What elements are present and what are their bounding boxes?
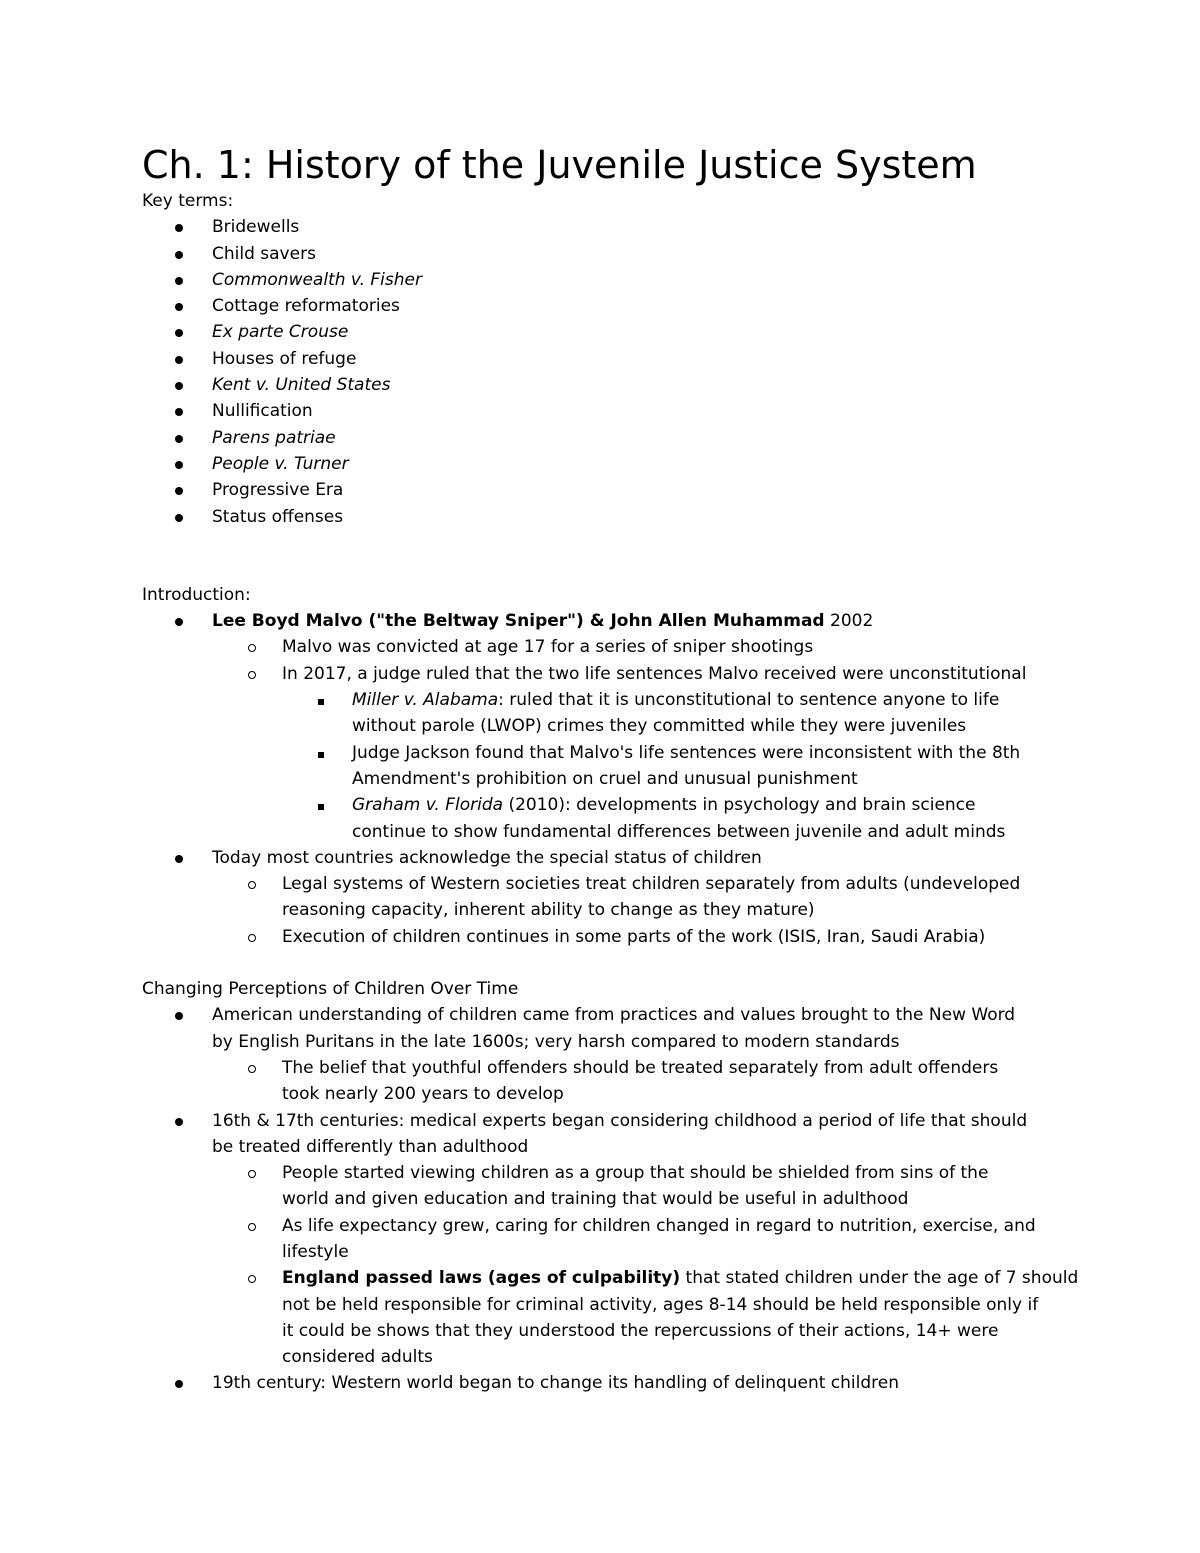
list-item: Graham v. Florida (2010): developments in psychology and brain science continue to show fundamental differences between juvenile and adult minds: [142, 792, 1062, 845]
bullet-disc-icon: [175, 1370, 183, 1396]
list-item: Lee Boyd Malvo ("the Beltway Sniper") & John Allen Muhammad 2002: [142, 608, 1062, 634]
bullet-disc-icon: [175, 346, 183, 372]
list-item: As life expectancy grew, caring for children changed in regard to nutrition, exercise, and lifestyle: [142, 1213, 1062, 1266]
list-item: People v. Turner: [142, 451, 1062, 477]
list-item: Progressive Era: [142, 477, 1062, 503]
bullet-disc-icon: [175, 241, 183, 267]
bullet-disc-icon: [175, 451, 183, 477]
bullet-disc-icon: [175, 1108, 183, 1134]
bullet-square-icon: [318, 740, 324, 766]
list-item: Ex parte Crouse: [142, 319, 1062, 345]
bullet-circle-icon: [248, 1213, 256, 1239]
list-item: Nullification: [142, 398, 1062, 424]
bullet-square-icon: [318, 687, 324, 713]
bullet-disc-icon: [175, 608, 183, 634]
list-item: In 2017, a judge ruled that the two life sentences Malvo received were unconstitutional: [142, 661, 1062, 687]
introduction-heading: Introduction:: [142, 584, 251, 605]
introduction-list: [142, 608, 1062, 950]
list-item: Child savers: [142, 241, 1062, 267]
key-terms-list: [142, 214, 1062, 530]
list-item: Bridewells: [142, 214, 1062, 240]
bullet-circle-icon: [248, 1055, 256, 1081]
bullet-circle-icon: [248, 661, 256, 687]
bullet-circle-icon: [248, 924, 256, 950]
bullet-disc-icon: [175, 425, 183, 451]
list-item: The belief that youthful offenders should be treated separately from adult offenders took nearly 200 years to develop: [142, 1055, 1062, 1108]
bullet-square-icon: [318, 792, 324, 818]
bullet-disc-icon: [175, 398, 183, 424]
bullet-disc-icon: [175, 293, 183, 319]
list-item: Today most countries acknowledge the special status of children: [142, 845, 1062, 871]
list-item: Parens patriae: [142, 425, 1062, 451]
list-item: Judge Jackson found that Malvo's life sentences were inconsistent with the 8th Amendment's prohibition on cruel and unusual punishment: [142, 740, 1062, 793]
list-item: 19th century: Western world began to change its handling of delinquent children: [142, 1370, 1062, 1396]
list-item: Kent v. United States: [142, 372, 1062, 398]
list-item: Miller v. Alabama: ruled that it is unconstitutional to sentence anyone to life without parole (LWOP) crimes they committed while they were juveniles: [142, 687, 1062, 740]
list-item: Execution of children continues in some parts of the work (ISIS, Iran, Saudi Arabia): [142, 924, 1062, 950]
changing-perceptions-heading: Changing Perceptions of Children Over Time: [142, 979, 519, 1000]
bullet-disc-icon: [175, 845, 183, 871]
list-item: Legal systems of Western societies treat children separately from adults (undeveloped reasoning capacity, inherent ability to change as they mature): [142, 871, 1062, 924]
bullet-circle-icon: [248, 1265, 256, 1291]
list-item: Cottage reformatories: [142, 293, 1062, 319]
document-page: [142, 142, 1079, 1397]
bullet-circle-icon: [248, 634, 256, 660]
key-terms-label: Key terms:: [142, 191, 234, 211]
list-item: People started viewing children as a group that should be shielded from sins of the world and given education and training that would be useful in adulthood: [142, 1160, 1062, 1213]
bullet-disc-icon: [175, 372, 183, 398]
list-item: Houses of refuge: [142, 346, 1062, 372]
page-title: Ch. 1: History of the Juvenile Justice System: [142, 143, 977, 187]
list-item: Status offenses: [142, 504, 1062, 530]
bullet-disc-icon: [175, 319, 183, 345]
bullet-circle-icon: [248, 871, 256, 897]
bullet-circle-icon: [248, 1160, 256, 1186]
list-item: Commonwealth v. Fisher: [142, 267, 1062, 293]
bullet-disc-icon: [175, 214, 183, 240]
list-item: 16th & 17th centuries: medical experts began considering childhood a period of life that should be treated differently than adulthood: [142, 1108, 1062, 1161]
list-item: England passed laws (ages of culpability) that stated children under the age of 7 should not be held responsible for criminal activity, ages 8-14 should be held responsible only if it could be shows that they understood the repercussions of their actions, 14+ were considered adults: [142, 1265, 1062, 1370]
bullet-disc-icon: [175, 504, 183, 530]
changing-perceptions-list: [142, 1002, 1079, 1396]
list-item: American understanding of children came from practices and values brought to the New Word by English Puritans in the late 1600s; very harsh compared to modern standards: [142, 1002, 1062, 1055]
bullet-disc-icon: [175, 477, 183, 503]
bullet-disc-icon: [175, 1002, 183, 1028]
bullet-disc-icon: [175, 267, 183, 293]
list-item: Malvo was convicted at age 17 for a series of sniper shootings: [142, 634, 1062, 660]
